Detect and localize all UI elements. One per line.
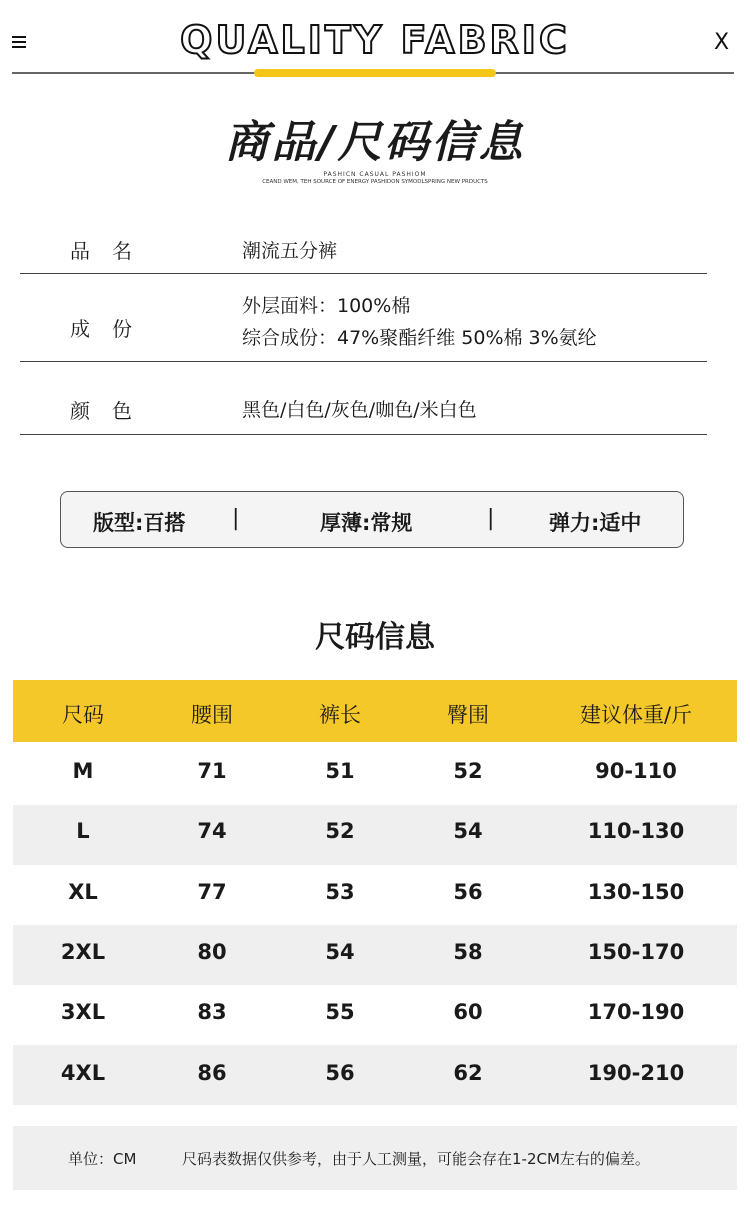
size-section-title: 尺码信息	[315, 620, 435, 655]
cell-weight: 150-170	[587, 940, 685, 964]
cell-size: 4XL	[60, 1061, 106, 1085]
cell-size: 2XL	[60, 940, 106, 964]
cell-size: L	[76, 819, 90, 843]
thickness-attribute: 厚薄:常规	[320, 511, 413, 535]
cell-size: M	[72, 759, 94, 783]
cell-hip: 54	[453, 819, 483, 843]
header-weight: 建议体重/斤	[579, 703, 693, 727]
divider	[20, 361, 707, 362]
attribute-divider: |	[487, 506, 495, 531]
cell-hip: 58	[453, 940, 483, 964]
name-label: 品名	[70, 239, 154, 263]
cell-waist: 77	[197, 880, 227, 904]
close-icon[interactable]: X	[714, 30, 730, 55]
fit-attribute: 版型:百搭	[93, 511, 186, 535]
subtitle-line-2: CEAND WEM, TEH SOURCE OF ENERGY PASHIDON SYMODLSPRING NEW PRDUCTS	[262, 179, 488, 185]
cell-weight: 190-210	[587, 1061, 685, 1085]
composition-value-overall: 综合成份：47%聚酯纤维 50%棉 3%氨纶	[242, 327, 597, 349]
header-size: 尺码	[62, 703, 104, 727]
cell-weight: 110-130	[587, 819, 685, 843]
subtitle-line-1: PASHICN CASUAL PASHIOM	[323, 171, 427, 178]
cell-hip: 52	[453, 759, 483, 783]
cell-size: 3XL	[60, 1000, 106, 1024]
header-length: 裤长	[319, 703, 361, 727]
cell-weight: 90-110	[595, 759, 677, 783]
cell-length: 53	[325, 880, 355, 904]
note-unit: 单位：CM	[68, 1150, 137, 1168]
cell-waist: 86	[197, 1061, 227, 1085]
header-title: QUALITY FABRIC	[180, 18, 570, 62]
cell-hip: 62	[453, 1061, 483, 1085]
header-hip: 臀围	[447, 703, 489, 727]
cell-weight: 130-150	[587, 880, 685, 904]
cell-waist: 71	[197, 759, 227, 783]
cell-size: XL	[68, 880, 98, 904]
accent-bar	[254, 69, 496, 77]
cell-length: 56	[325, 1061, 355, 1085]
composition-label: 成份	[70, 317, 154, 341]
cell-length: 52	[325, 819, 355, 843]
color-label: 颜色	[70, 399, 154, 423]
composition-value-outer: 外层面料：100%棉	[242, 295, 411, 317]
cell-waist: 83	[197, 1000, 227, 1024]
cell-hip: 60	[453, 1000, 483, 1024]
header-waist: 腰围	[191, 703, 233, 727]
cell-length: 51	[325, 759, 355, 783]
cell-weight: 170-190	[587, 1000, 685, 1024]
divider	[20, 434, 707, 435]
cell-length: 54	[325, 940, 355, 964]
cell-waist: 74	[197, 819, 227, 843]
elasticity-attribute: 弹力:适中	[549, 511, 642, 535]
note-text: 尺码表数据仅供参考，由于人工测量，可能会存在1-2CM左右的偏差。	[182, 1150, 650, 1168]
attribute-divider: |	[232, 506, 240, 531]
divider	[20, 273, 707, 274]
page-title: 商品/尺码信息	[224, 117, 526, 168]
cell-hip: 56	[453, 880, 483, 904]
cell-length: 55	[325, 1000, 355, 1024]
cell-waist: 80	[197, 940, 227, 964]
name-value: 潮流五分裤	[242, 240, 338, 262]
color-value: 黑色/白色/灰色/咖色/米白色	[242, 399, 477, 421]
